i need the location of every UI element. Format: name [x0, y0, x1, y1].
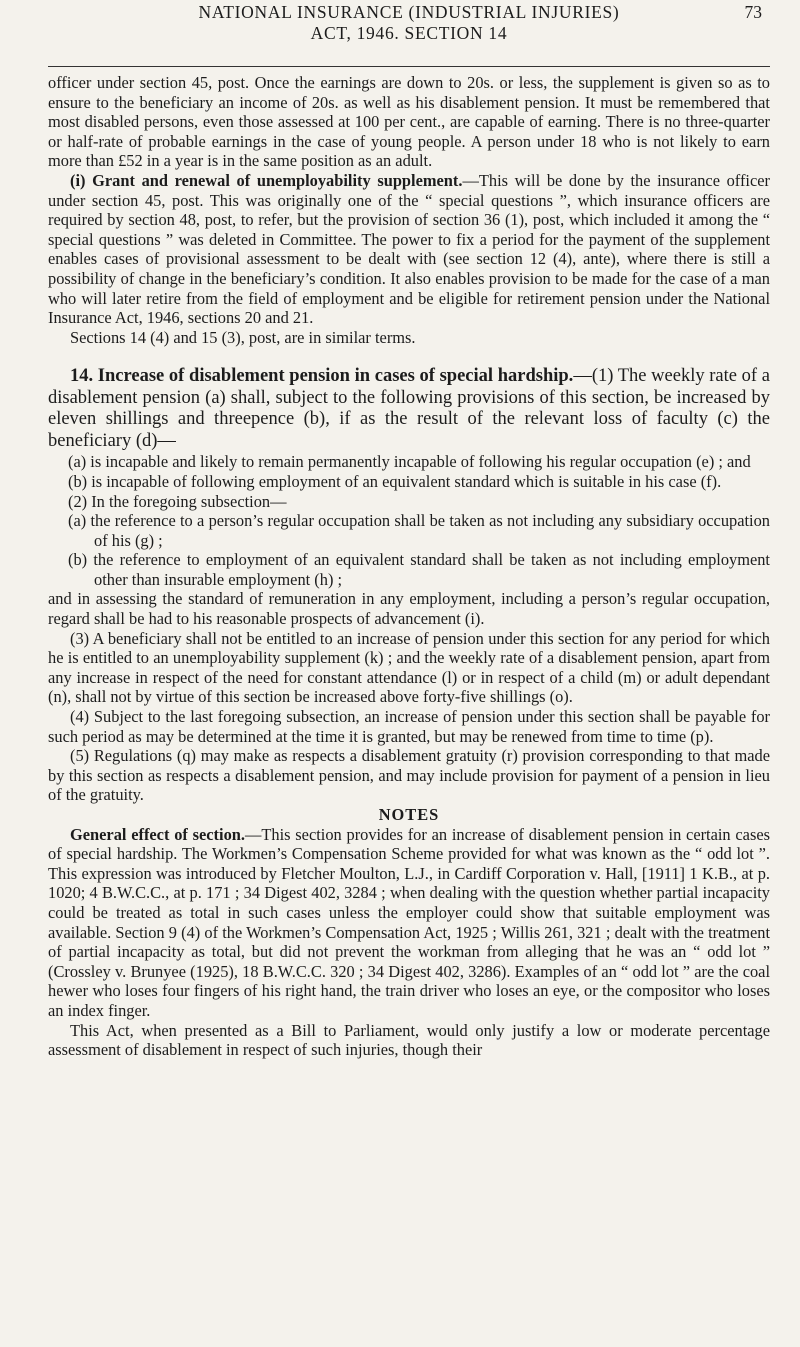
notes-continuation: This Act, when presented as a Bill to Parliament, would only justify a low or moderate percentage assessment of disablement in respect of such injuries, though their — [48, 1020, 770, 1060]
spacer — [48, 347, 770, 366]
running-header — [48, 0, 770, 46]
paragraph-body: —This will be done by the insurance officer under section 45, post. This was originally one of the “ special questions ”, which insurance officers are required by section 48, post, to refer, but the provision of section 36 (1), post, which included it among the “ special questions ” was deleted in Committee. The power to fix a period for the payment of the supplement enables cases of provisional assessment to be dealt with (see section 12 (4), ante), where there is still a possibility of change in the beneficiary’s condition. It also enables provision to be made for the case of a man who will later retire from the field of employment and be eligible for retirement pension under the National Insurance Act, 1946, sections 20 and 21. — [48, 170, 770, 328]
subsection-2: (2) In the foregoing subsection— — [68, 491, 287, 511]
header-title-line1: NATIONAL INSURANCE (INDUSTRIAL INJURIES) — [198, 2, 620, 22]
notes-title: NOTES — [378, 805, 440, 824]
section-heading: 14. Increase of disablement pension in cases of special hardship. — [70, 366, 574, 387]
paragraph-continuation: officer under section 45, post. Once the earnings are down to 20s. or less, the supplement is given so as to ensure to the beneficiary an income of 20s. as well as his disablement pension. It must be remembered that most disabled persons, even those assessed at 100 per cent., are capable of earning. There is no three-quarter or half-rate of probable earnings in the case of young people. A person under 18 who is not likely to earn more than £52 in a year is in the same position as an adult. — [48, 73, 770, 171]
section-intro: —(1) The weekly rate of a disablement pension (a) shall, subject to the following provisions of this section, be increased by eleven shillings and threepence (b), if as the result of the relevant loss of faculty (c) the beneficiary (d)— — [48, 366, 770, 451]
header-title-line2: ACT, 1946. SECTION 14 — [310, 23, 508, 43]
subsection-4: (4) Subject to the last foregoing subsection, an increase of pension under this section shall be payable for such period as may be determined at the time it is granted, but may be renewed from time to time (p). — [48, 707, 770, 746]
subsection-2a: (a) the reference to a person’s regular occupation shall be taken as not including any subsidiary occupation of his (g) ; — [68, 511, 770, 550]
paragraph-similar-terms: Sections 14 (4) and 15 (3), post, are in similar terms. — [70, 327, 416, 347]
paragraph-unemployability — [48, 171, 770, 328]
subsection-2b: (b) the reference to employment of an equivalent standard shall be taken as not including employment other than insurable employment (h) ; — [68, 550, 770, 589]
section-14 — [48, 366, 770, 452]
notes-general-effect — [48, 825, 770, 1021]
header-rule — [48, 66, 770, 67]
subsection-1a: (a) is incapable and likely to remain permanently incapable of following his regular occupation (e) ; and — [68, 452, 751, 472]
notes-body: —This section provides for an increase of disablement pension in certain cases of special hardship. The Workmen’s Compensation Scheme provided for what was known as the “ odd lot ”. This expression was introduced by Fletcher Moulton, L.J., in Cardiff Corporation v. Hall, [1911] 1 K.B., at p. 1020; 4 B.W.C.C., at p. 171 ; 34 Digest 402, 3284 ; when dealing with the question whether partial incapacity could be treated as total in such cases unless the employer could show that suitable employment was available. Section 9 (4) of the Workmen’s Compensation Act, 1925 ; Willis 261, 321 ; dealt with the treatment of partial incapacity as total, but did not prevent the workman from alleging that he was an “ odd lot ” (Crossley v. Brunyee (1925), 18 B.W.C.C. 320 ; 34 Digest 402, 3286). Examples of an “ odd lot ” are the coal hewer who loses four fingers of his right hand, the train driver who loses an eye, or the compositor who loses an index finger. — [48, 824, 770, 1020]
body-text — [48, 73, 770, 1060]
paragraph-assessment: and in assessing the standard of remuneration in any employment, including a person’s regular occupation, regard shall be had to his reasonable prospects of advancement (i). — [48, 589, 770, 629]
subsection-1b: (b) is incapable of following employment of an equivalent standard which is suitable in his case (f). — [68, 471, 722, 491]
subsection-3: (3) A beneficiary shall not be entitled to an increase of pension under this section for any period for which he is entitled to an unemployability supplement (k) ; and the weekly rate of a disablement pension, apart from any increase in respect of the need for constant attendance (l) or in respect of a child (m) or adult dependant (n), shall not by virtue of this section be increased above forty-five shillings (o). — [48, 628, 770, 707]
paragraph-heading: (i) Grant and renewal of unemployability supplement. — [70, 170, 463, 190]
notes-heading: General effect of section. — [70, 824, 245, 844]
subsection-5: (5) Regulations (q) may make as respects a disablement gratuity (r) provision corresponding to that made by this section as respects a disablement pension, and may include provision for payment of a pension in lieu of the gratuity. — [48, 746, 770, 805]
page-number: 73 — [744, 2, 762, 22]
